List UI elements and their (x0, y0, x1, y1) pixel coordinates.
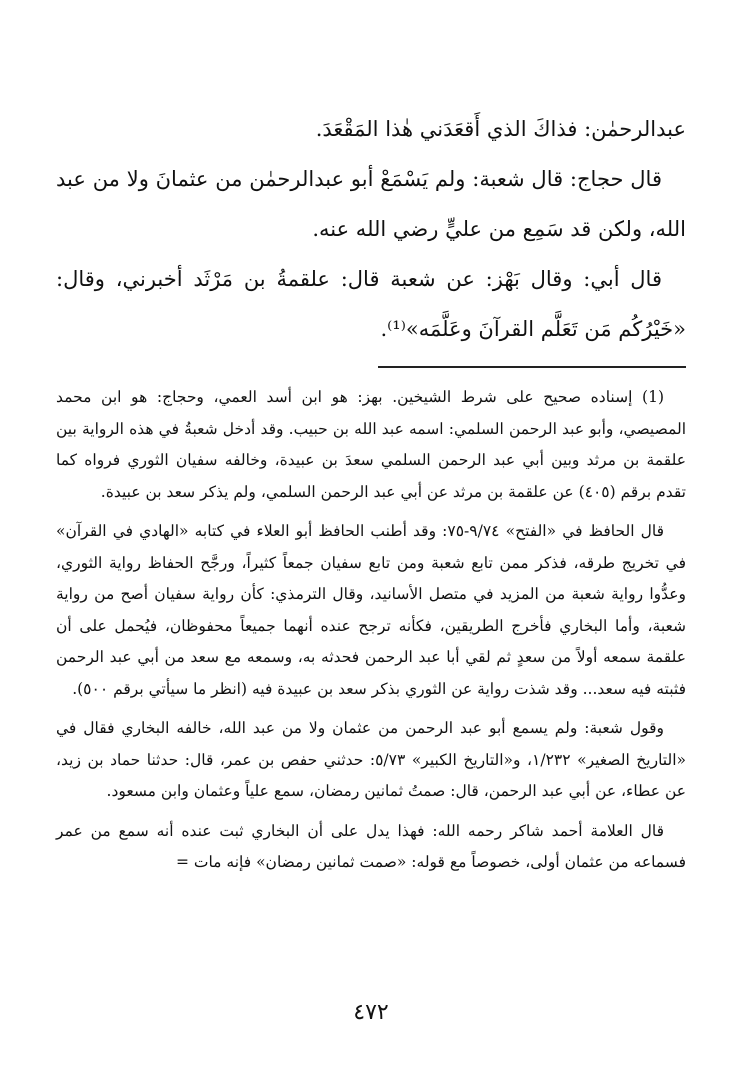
book-page (56, 104, 686, 879)
footnote-divider (378, 366, 686, 368)
main-text (56, 104, 686, 354)
page-number: ٤٧٢ (353, 1000, 389, 1025)
footnote-shakir: قال العلامة أحمد شاكر رحمه الله: فهذا يدل على أن البخاري ثبت عنده أنه سمع من عمر فسماعه من عثمان أولى، خصوصاً مع قوله: «صمت ثمانين رمضان» فإنه مات = (56, 821, 686, 871)
main-paragraph-hajjaj: قال حجاج: قال شعبة: ولم يَسْمَعْ أبو عبدالرحمٰن من عثمانَ ولا من عبد الله، ولكن قد سَمِع من عليٍّ رضي الله عنه. (56, 167, 686, 241)
footnote-shuba: وقول شعبة: ولم يسمع أبو عبد الرحمن من عثمان ولا من عبد الله، خالفه البخاري فقال في «التاريخ الصغير» ١/٢٣٢، و«التاريخ الكبير» ٥/٧٣: حدثني حفص بن عمر، قال: حدثنا حماد بن زيد، عن عطاء، عن أبي عبد الرحمن، قال: صمتُ ثمانين رمضان، سمع علياً وعثمان وابن مسعود. (56, 719, 686, 800)
footnote-fath: قال الحافظ في «الفتح» ٩/٧٤-٧٥: وقد أطنب الحافظ أبو العلاء في كتابه «الهادي في القرآن» في تخريج طرقه، فذكر ممن تابع شعبة ومن تابع سفيان جمعاً كثيراً، ورجَّح الحفاظ رواية الثوري، وعدُّوا رواية شعبة من المزيد في متصل الأسانيد، وقال الترمذي: كأن رواية سفيان أصح من رواية شعبة، وأما البخاري فأخرج الطريقين، فكأنه ترجح عنده أنهما جميعاً محفوظان، فيُحمل على أن علقمة سمعه أولاً من سعدٍ ثم لقي أبا عبد الرحمن فحدثه به، وسمعه مع سعد من أبي عبد الرحمن فثبته فيه سعد... وقد شذت رواية عن الثوري بذكر سعد بن عبيدة فيه (انظر ما سيأتي برقم ٥٠٠). (56, 522, 686, 698)
footnotes (56, 382, 686, 879)
footnote-1: (1) إسناده صحيح على شرط الشيخين. بهز: هو ابن أسد العمي، وحجاج: هو ابن محمد المصيصي، وأبو عبد الرحمن السلمي: اسمه عبد الله بن حبيب. وقد أدخل شعبةُ في هذه الرواية بين علقمة بن مرثد وبين أبي عبد الرحمن السلمي سعدَ بن عبيدة، وخالفه سفيان الثوري فرواه كما تقدم برقم (٤٠٥) عن علقمة بن مرثد عن أبي عبد الرحمن السلمي، ولم يذكر سعد بن عبيدة. (56, 388, 686, 501)
main-paragraph-bahz: قال أبي: وقال بَهْز: عن شعبة قال: علقمةُ بن مَرْثَد أخبرني، وقال: «خَيْرُكُم مَن تَعَلَّم القرآنَ وعَلَّمَه»⁽¹⁾. (56, 267, 686, 341)
main-line-1: عبدالرحمٰن: فذاكَ الذي أَقعَدَني هٰذا المَقْعَدَ. (315, 117, 686, 141)
